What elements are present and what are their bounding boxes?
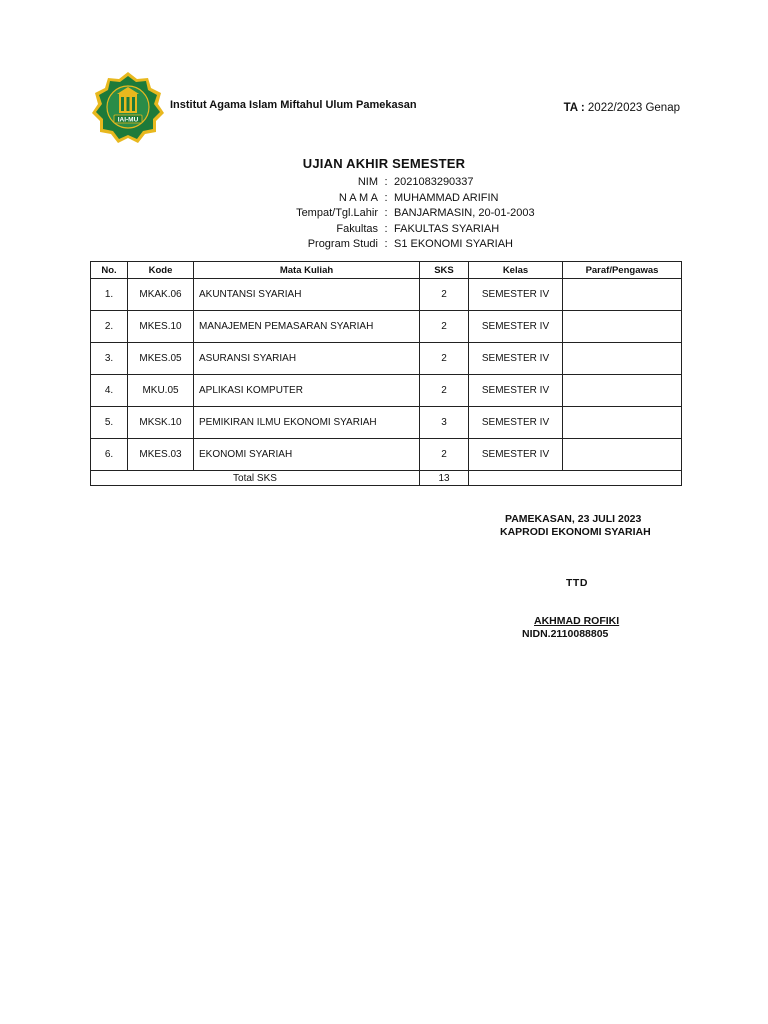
- cell-mata-kuliah: APLIKASI KOMPUTER: [194, 375, 420, 407]
- col-header-kelas: Kelas: [469, 262, 563, 279]
- table-row: [91, 439, 682, 471]
- col-header-mata-kuliah: Mata Kuliah: [194, 262, 420, 279]
- table-row: [91, 279, 682, 311]
- info-value: S1 EKONOMI SYARIAH: [394, 238, 513, 250]
- course-table: [90, 261, 682, 486]
- info-row-nama: [200, 191, 535, 207]
- col-header-kode: Kode: [128, 262, 194, 279]
- cell-kode: MKU.05: [128, 375, 194, 407]
- table-row: [91, 375, 682, 407]
- cell-kode: MKSK.10: [128, 407, 194, 439]
- cell-kode: MKAK.06: [128, 279, 194, 311]
- cell-mata-kuliah: ASURANSI SYARIAH: [194, 343, 420, 375]
- cell-mata-kuliah: EKONOMI SYARIAH: [194, 439, 420, 471]
- info-label: NIM: [357, 176, 378, 188]
- total-value: 13: [420, 471, 469, 486]
- signature-role: KAPRODI EKONOMI SYARIAH: [500, 526, 651, 538]
- cell-sks: 2: [420, 375, 469, 407]
- institution-logo: [88, 70, 168, 146]
- academic-year-value: 2022/2023 Genap: [587, 102, 680, 114]
- info-row-fakultas: [200, 222, 535, 238]
- cell-kode: MKES.10: [128, 311, 194, 343]
- info-value: FAKULTAS SYARIAH: [394, 222, 500, 235]
- signature-place-date: PAMEKASAN, 23 JULI 2023: [505, 513, 642, 525]
- info-separator: :: [384, 222, 388, 235]
- cell-paraf: [563, 311, 682, 343]
- cell-kode: MKES.03: [128, 439, 194, 471]
- info-row-nim: [200, 175, 535, 191]
- cell-mata-kuliah: MANAJEMEN PEMASARAN SYARIAH: [194, 311, 420, 343]
- student-info: [200, 175, 535, 253]
- info-value: 2021083290337: [394, 176, 474, 188]
- cell-sks: 2: [420, 311, 469, 343]
- info-separator: :: [384, 176, 388, 188]
- cell-sks: 2: [420, 343, 469, 375]
- academic-year: [564, 102, 680, 114]
- cell-kode: MKES.05: [128, 343, 194, 375]
- info-value: MUHAMMAD ARIFIN: [394, 191, 499, 204]
- cell-no: 4.: [91, 375, 128, 407]
- total-label: Total SKS: [91, 471, 420, 486]
- info-separator: :: [384, 191, 388, 204]
- info-value: BANJARMASIN, 20-01-2003: [394, 207, 535, 219]
- signatory-name: AKHMAD ROFIKI: [534, 615, 620, 627]
- signatory-nidn: NIDN.2110088805: [522, 628, 609, 640]
- cell-kelas: SEMESTER IV: [469, 343, 563, 375]
- cell-sks: 2: [420, 439, 469, 471]
- info-label: Program Studi: [307, 238, 378, 250]
- total-row: [91, 471, 682, 486]
- table-row: [91, 311, 682, 343]
- cell-kelas: SEMESTER IV: [469, 279, 563, 311]
- col-header-sks: SKS: [420, 262, 469, 279]
- info-row-prodi: [200, 237, 535, 253]
- col-header-no: No.: [91, 262, 128, 279]
- cell-kelas: SEMESTER IV: [469, 311, 563, 343]
- cell-mata-kuliah: PEMIKIRAN ILMU EKONOMI SYARIAH: [194, 407, 420, 439]
- cell-paraf: [563, 375, 682, 407]
- info-label: Tempat/Tgl.Lahir: [296, 207, 378, 219]
- table-header-row: [91, 262, 682, 279]
- svg-text:IAI-MU: IAI-MU: [117, 116, 139, 124]
- cell-paraf: [563, 439, 682, 471]
- cell-no: 5.: [91, 407, 128, 439]
- cell-paraf: [563, 279, 682, 311]
- info-label: N A M A: [338, 191, 378, 204]
- cell-mata-kuliah: AKUNTANSI SYARIAH: [194, 279, 420, 311]
- signature-mark: TTD: [566, 577, 588, 589]
- cell-paraf: [563, 343, 682, 375]
- cell-sks: 2: [420, 279, 469, 311]
- cell-no: 1.: [91, 279, 128, 311]
- info-separator: :: [384, 207, 388, 219]
- cell-no: 3.: [91, 343, 128, 375]
- col-header-paraf: Paraf/Pengawas: [563, 262, 682, 279]
- total-empty-cell: [469, 471, 682, 486]
- cell-no: 2.: [91, 311, 128, 343]
- cell-kelas: SEMESTER IV: [469, 407, 563, 439]
- info-row-birth: [200, 206, 535, 222]
- academic-year-label: TA :: [563, 102, 585, 114]
- cell-paraf: [563, 407, 682, 439]
- cell-no: 6.: [91, 439, 128, 471]
- cell-sks: 3: [420, 407, 469, 439]
- cell-kelas: SEMESTER IV: [469, 439, 563, 471]
- table-row: [91, 343, 682, 375]
- info-label: Fakultas: [336, 222, 378, 235]
- cell-kelas: SEMESTER IV: [469, 375, 563, 407]
- institution-name: Institut Agama Islam Miftahul Ulum Pamekasan: [170, 99, 417, 111]
- info-separator: :: [384, 238, 388, 250]
- table-row: [91, 407, 682, 439]
- page-title: UJIAN AKHIR SEMESTER: [302, 156, 466, 171]
